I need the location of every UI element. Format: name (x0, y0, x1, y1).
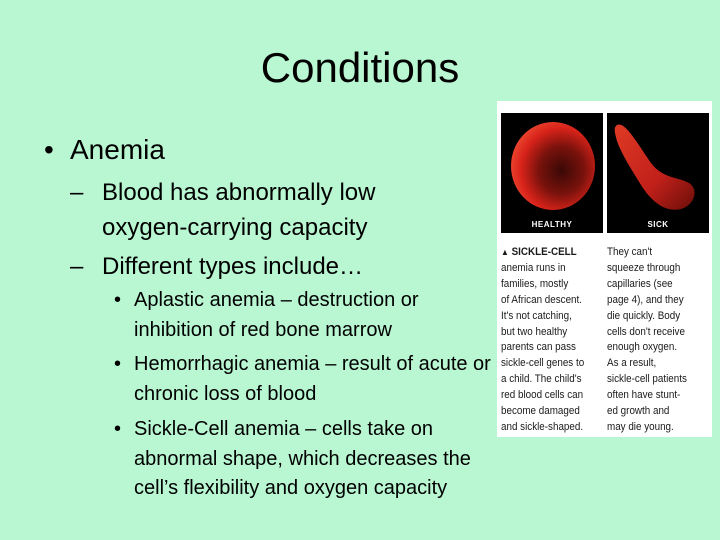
caption-line: enough oxygen. (607, 341, 678, 354)
caption-line: As a result, (607, 357, 657, 370)
slide-title: Conditions (260, 44, 460, 91)
bullet-marker: • (114, 418, 122, 440)
type-text: Sickle-Cell anemia – cells take on abnormal shape, which decreases the cell’s flexibility and oxygen capacity (134, 418, 471, 499)
caption-line: may die young. (607, 420, 674, 433)
subpoint-types (70, 249, 510, 284)
caption-line: die quickly. Body (607, 309, 681, 322)
caption-line: They can't (607, 246, 653, 258)
caption-line: ed growth and (607, 405, 670, 418)
caption-line: families, mostly (501, 277, 569, 290)
caption-line: parents can pass (501, 341, 576, 354)
type-hemorrhagic (114, 350, 494, 409)
dash-marker: – (70, 179, 84, 206)
dash-marker: – (70, 253, 84, 280)
bullet-marker: • (114, 289, 122, 311)
healthy-label: HEALTHY (531, 220, 573, 229)
caption-line: sickle-cell patients (607, 373, 687, 386)
bullet-marker: • (44, 134, 54, 165)
sick-cell-image (607, 113, 709, 233)
healthy-cell-photo (501, 113, 603, 233)
caption-line: capillaries (see (607, 277, 673, 290)
type-text: Aplastic anemia – destruction or inhibition of red bone marrow (134, 289, 419, 341)
caption-line: of African descent. (501, 293, 583, 306)
caption-line: and sickle-shaped. (501, 420, 584, 433)
sick-cell-shape (615, 125, 695, 210)
subpoint-text: Blood has abnormally low oxygen-carrying capacity (102, 179, 376, 241)
type-sickle-cell (114, 415, 514, 504)
caption-line: squeeze through (607, 261, 681, 274)
caption-line: page 4), and they (607, 293, 684, 306)
sick-cell-photo (607, 113, 709, 233)
caption-heading: SICKLE-CELL (511, 246, 577, 258)
caption-line: but two healthy (501, 325, 568, 338)
caption-line: red blood cells can (501, 389, 584, 402)
sickle-cell-figure (497, 101, 712, 437)
caption-line: cells don't receive (607, 325, 685, 338)
bullet-marker: • (114, 353, 122, 375)
caption-line: often have stunt- (607, 389, 681, 402)
caption-left (501, 245, 607, 436)
caption-line: anemia runs in (501, 261, 566, 274)
caption-line: It's not catching, (501, 309, 572, 322)
sick-label: SICK (647, 220, 669, 229)
bullet-text: Anemia (70, 134, 165, 165)
caption-line: a child. The child's (501, 373, 582, 386)
healthy-cell-shape (511, 122, 595, 210)
caption-heading-line (501, 245, 607, 261)
subpoint-low-capacity (70, 175, 440, 245)
triangle-icon: ▲ (501, 247, 509, 257)
healthy-cell-image (501, 113, 603, 233)
type-aplastic (114, 286, 494, 345)
caption-right (607, 245, 709, 436)
type-text: Hemorrhagic anemia – result of acute or chronic loss of blood (134, 353, 491, 405)
subpoint-text: Different types include… (102, 253, 364, 280)
caption-line: sickle-cell genes to (501, 357, 585, 370)
caption-line: become damaged (501, 405, 580, 418)
